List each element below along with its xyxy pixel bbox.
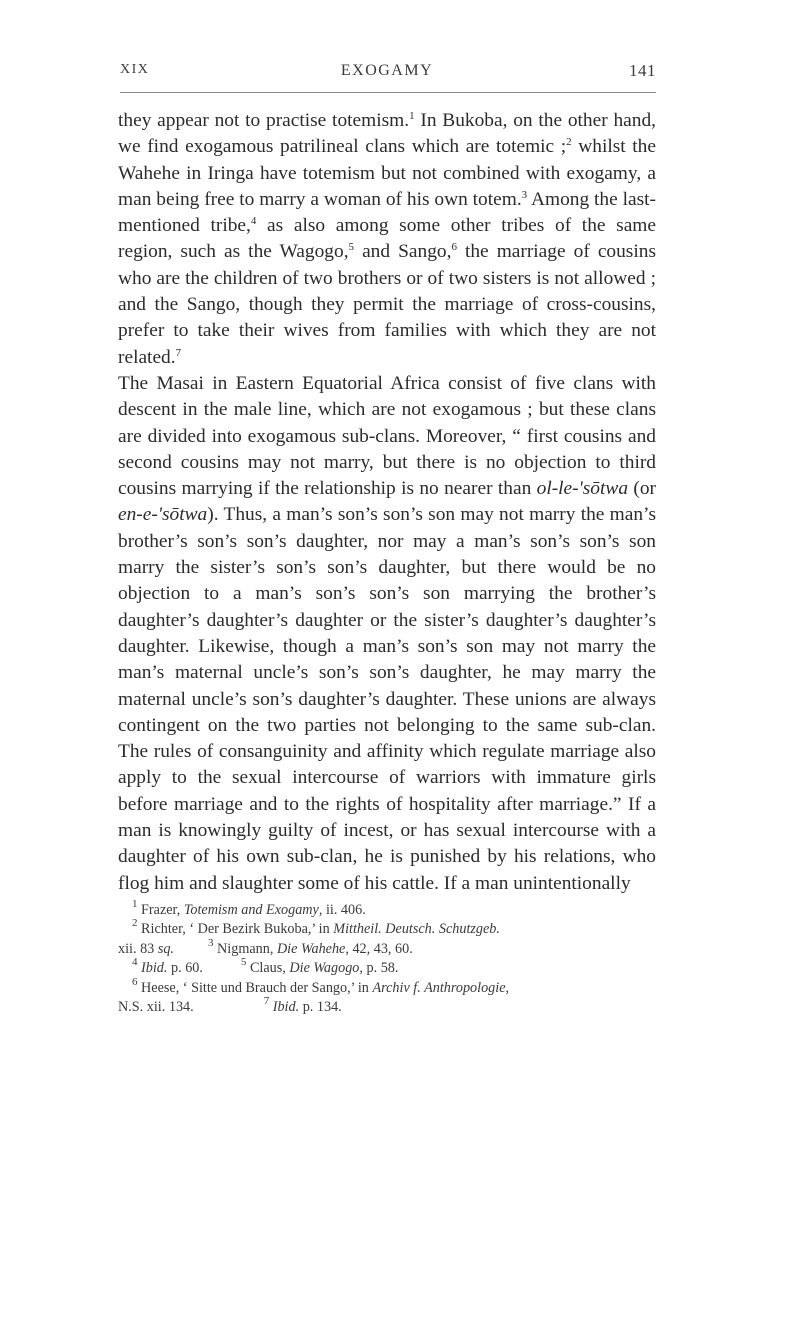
footnote-4: $^4$ Ibid. p. 60.	[132, 956, 203, 977]
masai-term: ol-le-'sōtwa	[536, 478, 629, 500]
paragraph: they appear not to practise totemism.$^1$ In Bukoba, on the other hand, we find exogamous patrilineal clans which are totemic ;$^2$ whilst the Wahehe in Iringa have totemism but not combined with exogamy, a man being free to marry a woman of his own totem.$^3$ Among the last-mentioned tribe,$^4$ as also among some other tribes of the same region, such as the Wagogo,$^5$ and Sango,$^6$ the marriage of cousins who are the children of two brothers or of two sisters is not allowed ; and the Sango, though they permit the marriage of cross-cousins, prefer to take their wives from families with which they are not related.$^7$	[118, 110, 657, 368]
footnote-3: $^3$ Nigmann, Die Wahehe, 42, 43, 60.	[207, 936, 413, 957]
footnote-line	[118, 975, 656, 999]
footnote-6-cont: N.S. xii. 134.	[118, 999, 194, 1016]
footnote-ref: 7	[175, 346, 182, 359]
footnote-6: $^6$ Heese, ‘ Sitte und Brauch der Sango,’ in Archiv f. Anthropologie,	[132, 975, 510, 996]
header-rule	[120, 92, 656, 93]
running-header	[118, 56, 656, 90]
footnote-7: $^7$ Ibid. p. 134.	[263, 995, 342, 1016]
footnote-ref: 5	[348, 241, 355, 254]
footnote-ref: 3	[521, 188, 528, 201]
main-text	[118, 108, 656, 897]
footnote-2: $^2$ Richter, ‘ Der Bezirk Bukoba,’ in Mittheil. Deutsch. Schutzgeb.	[132, 917, 500, 938]
page-number: 141	[629, 61, 656, 80]
chapter-number: XIX	[120, 62, 150, 77]
paragraph: The Masai in Eastern Equatorial Africa consist of five clans with descent in the male line, which are not exogamous ; but these clans are divided into exogamous sub-clans. Moreover, “ first cousins and second cousins may not marry, but there is no objection to third cousins marrying if the relationship is no nearer than ol-le-'sōtwa (or en-e-'sōtwa). Thus, a man’s son’s son’s son may not marry the man’s brother’s son’s son’s daughter, nor may a man’s son’s son’s son marry the sister’s son’s son’s daughter, but there would be no objection to a man’s son’s son’s son marrying the brother’s daughter’s daughter’s daughter or the sister’s daughter’s daughter’s daughter. Likewise, though a man’s son’s son may not marry the man’s maternal uncle’s son’s son’s daughter, he may marry the maternal uncle’s son’s daughter’s daughter. These unions are always contingent on the two parties not belonging to the same sub-clan. The rules of consanguinity and affinity which regulate marriage also apply to the sexual intercourse of warriors with immature girls before marriage and to the rights of hospitality after marriage.” If a man is knowingly guilty of incest, or has sexual intercourse with a daughter of his own sub-clan, he is punished by his relations, who flog him and slaughter some of his cattle. If a man unintentionally	[118, 372, 656, 894]
footnote-2-cont: xii. 83 sq.	[118, 940, 174, 957]
footnote-line	[118, 995, 656, 1018]
footnote-ref: 6	[451, 241, 457, 254]
footnote-line	[118, 897, 656, 921]
footnote-ref: 2	[566, 136, 572, 149]
footnote-line	[118, 936, 656, 960]
book-page	[118, 56, 656, 1018]
footnote-line	[118, 956, 656, 979]
masai-term: en-e-'sōtwa	[118, 504, 208, 526]
footnote-ref: 1	[409, 110, 415, 122]
running-title: EXOGAMY	[340, 62, 434, 79]
footnotes	[118, 897, 656, 1018]
footnote-ref: 4	[250, 215, 257, 228]
footnote-1: $^1$ Frazer, Totemism and Exogamy, ii. 406.	[132, 897, 366, 918]
footnote-5: $^5$ Claus, Die Wagogo, p. 58.	[240, 956, 399, 977]
footnote-line	[118, 917, 656, 940]
